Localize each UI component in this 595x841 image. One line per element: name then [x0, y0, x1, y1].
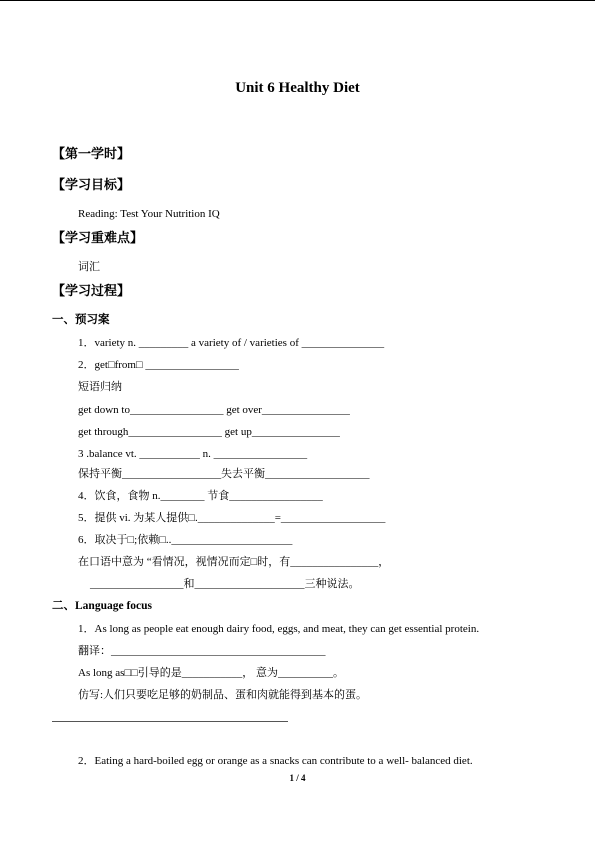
- lesson-heading: 【第一学时】: [52, 146, 131, 161]
- vocab-line: 3 .balance vt. ___________ n. _________________: [78, 448, 308, 460]
- vocab-line: 4．饮食，食物 n.________ 节食_________________: [78, 490, 323, 502]
- vocab-line: 6．取决于□;依赖□..______________________: [78, 534, 293, 546]
- vocab-line: 在口语中意为 “看情况，视情况而定□时，有________________，: [78, 556, 390, 568]
- objectives-text: Reading: Test Your Nutrition IQ: [78, 208, 220, 220]
- vocab-line: 5．提供 vi. 为某人提供□.______________=___________________: [78, 512, 386, 524]
- process-heading: 【学习过程】: [52, 283, 131, 298]
- key-points-text: 词汇: [78, 261, 100, 273]
- vocab-line: get through_________________ get up________________: [78, 426, 340, 438]
- vocab-line: get down to_________________ get over________________: [78, 404, 350, 416]
- top-rule: [0, 0, 595, 1]
- vocab-line: _________________和____________________三种说法。: [90, 578, 360, 590]
- vocab-line: 1．variety n. _________ a variety of / varieties of _______________: [78, 337, 385, 349]
- focus-line: As long as□□引导的是___________， 意为__________。: [78, 667, 344, 679]
- objectives-heading: 【学习目标】: [52, 177, 131, 192]
- focus-line: 2．Eating a hard-boiled egg or orange as a snacks can contribute to a well- balanced diet.: [78, 755, 473, 767]
- key-points-heading: 【学习重难点】: [52, 230, 144, 245]
- focus-line: 1．As long as people eat enough dairy food, eggs, and meat, they can get essential protein.: [78, 623, 480, 635]
- vocab-line: 短语归纳: [78, 381, 122, 393]
- focus-line: 仿写:人们只要吃足够的奶制品、蛋和肉就能得到基本的蛋。: [78, 689, 368, 701]
- page-title: Unit 6 Healthy Diet: [235, 80, 360, 96]
- vocab-line: 2．get□from□ _________________: [78, 359, 239, 371]
- page-number: 1 / 4: [289, 773, 306, 783]
- answer-underline: [52, 721, 288, 722]
- focus-line: 翻译：_______________________________________: [78, 645, 326, 657]
- part2-heading: 二、Language focus: [52, 600, 152, 612]
- part1-heading: 一、预习案: [52, 314, 110, 326]
- vocab-line: 保持平衡__________________失去平衡___________________: [78, 468, 370, 480]
